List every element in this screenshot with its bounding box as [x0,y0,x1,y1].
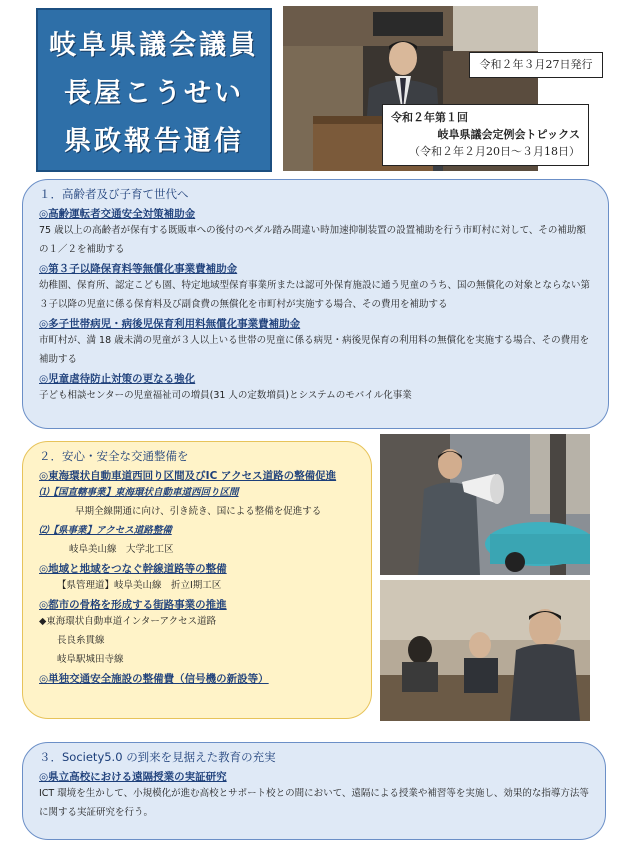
section2-heading: ２．安心・安全な交通整備を [39,449,189,463]
section-education [22,742,606,840]
section2-line-5: 岐阜美山線 大学北工区 [69,544,174,555]
section-traffic [22,441,372,719]
session-period: （令和２年２月20日～３月18日） [409,145,580,158]
title-line-2: 長屋こうせい [64,77,244,109]
section1-item1-title: ◎高齢運転者交通安全対策補助金 [39,208,196,220]
title-line-3: 県政報告通信 [64,125,244,157]
street-speech-photo [380,434,590,575]
section3-item-title: ◎県立高校における遠隔授業の実証研究 [39,771,227,783]
section3-item-body: ICT 環境を生かして、小規模化が進む高校とサポート校との間において、遠隔による授業や補習等を実施し、効果的な指導方法等に関する実証研究を行う。 [39,788,589,818]
section1-item2-title: ◎第３子以降保育料等無償化事業費補助金 [39,263,238,275]
session-topic-box [382,104,589,166]
section2-line-2: ⑴【国直轄事業】東海環状自動車道西回り区間 [39,487,239,498]
section1-item3-body: 市町村が、満 18 歳未満の児童が３人以上いる世帯の児童に係る病児・病後児保育の利用料の無償化を実施する場合、その費用を補助する [39,335,590,365]
section1-heading: １．高齢者及び子育て世代へ [39,187,189,201]
newsletter-title-box [36,8,272,172]
section-elderly-childcare [22,179,609,429]
session-number: 令和２年第１回 [391,111,468,124]
session-topics-title: 岐阜県議会定例会トピックス [437,128,580,141]
section1-item4-body: 子ども相談センターの児童福祉司の増員(31 人の定数増員)とシステムのモバイル化事業 [39,390,412,401]
section2-line-4: ⑵【県事業】アクセス道路整備 [39,525,172,536]
section1-item2-body: 幼稚園、保育所、認定こども園、特定地域型保育事業所または認可外保育施設に通う児童のうち、国の無償化の対象とならない第３子以降の児童に係る保育料及び副食費の無償化を市町村が実施する場合、その費用を補助する [39,280,591,310]
section2-line-10: 長良糸貫線 [57,635,105,646]
section2-line-12: ◎単独交通安全施設の整備費（信号機の新設等） [39,673,269,685]
section2-line-1: ◎東海環状自動車道西回り区間及びIC アクセス道路の整備促進 [39,470,337,482]
section1-item3-title: ◎多子世帯病児・病後児保育利用料無償化事業費補助金 [39,318,301,330]
section2-line-6: ◎地域と地域をつなぐ幹線道路等の整備 [39,563,227,575]
section2-line-9: ◆東海環状自動車道インターアクセス道路 [39,616,217,627]
issue-date: 令和２年３月27日発行 [469,52,603,78]
section1-item4-title: ◎児童虐待防止対策の更なる強化 [39,373,196,385]
section2-line-7: 【県管理道】岐阜美山線 折立Ⅰ期工区 [57,580,222,591]
section1-item1-body: 75 歳以上の高齢者が保有する既販車への後付のペダル踏み間違い時加速抑制装置の設置補助を行う市町村に対して、その補助額の１／２を補助する [39,225,586,255]
section2-line-3: 早期全線開通に向け、引き続き、国による整備を促進する [75,506,322,517]
committee-meeting-photo [380,580,590,721]
title-line-1: 岐阜県議会議員 [49,29,259,61]
section2-line-8: ◎都市の骨格を形成する街路事業の推進 [39,599,227,611]
section2-line-11: 岐阜駅城田寺線 [57,654,124,665]
section3-heading: ３．Society5.0 の到来を見据えた教育の充実 [39,750,276,764]
